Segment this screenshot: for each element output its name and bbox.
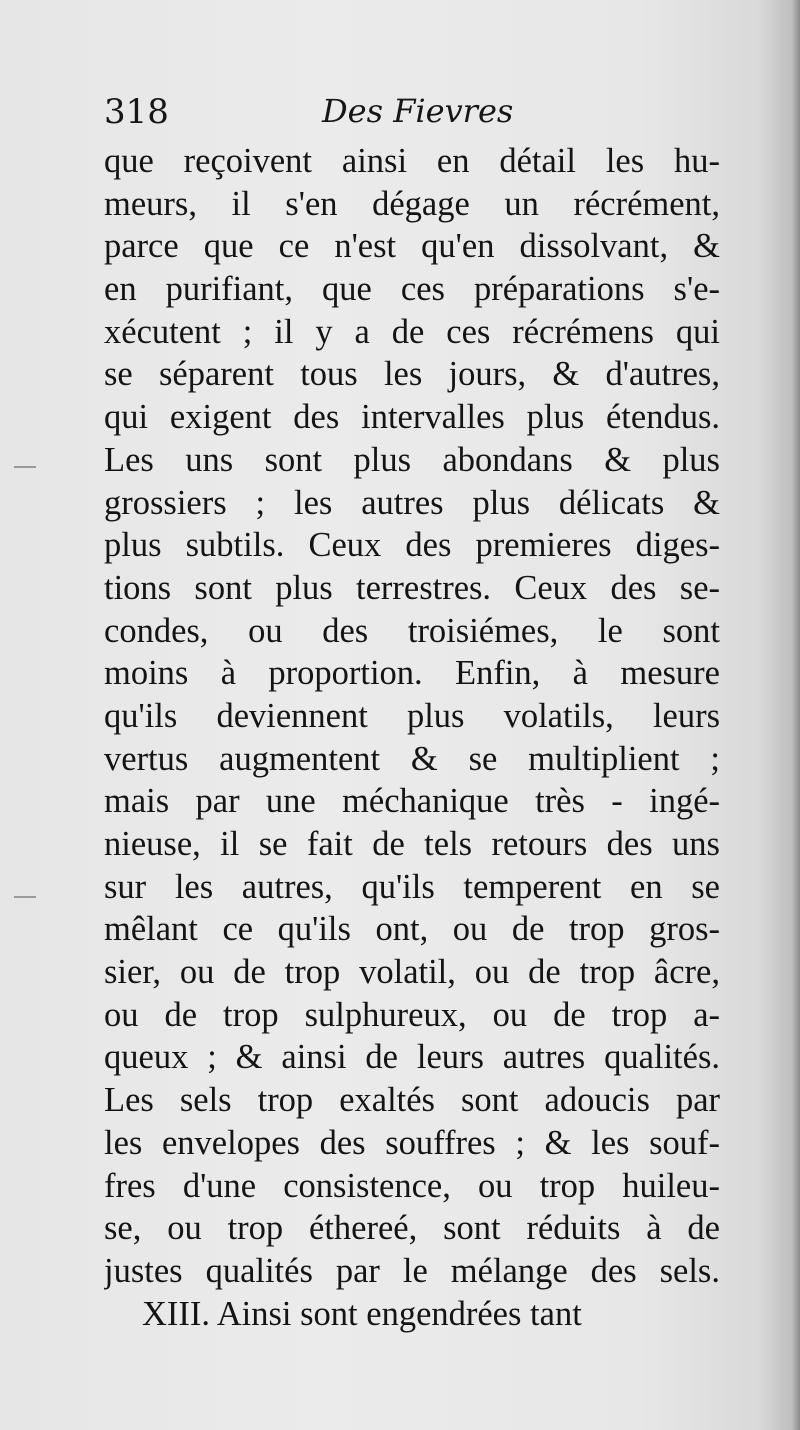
text-line: meurs, il s'en dégage un récrément, [104, 184, 720, 223]
text-line: condes, ou des troisiémes, le sont [104, 611, 720, 650]
text-line: que reçoivent ainsi en détail les hu- [104, 142, 720, 180]
text-line: Les uns sont plus abondans & plus [104, 440, 720, 479]
text-line: plus subtils. Ceux des premieres diges- [104, 526, 720, 565]
text-line: sur les autres, qu'ils temperent en se [104, 867, 720, 906]
text-line: mais par une méchanique très - ingé- [104, 782, 720, 821]
text-line: moins à proportion. Enfin, à mesure [104, 654, 720, 693]
text-line: fres d'une consistence, ou trop huileu- [104, 1166, 720, 1205]
text-line: xécutent ; il y a de ces récrémens qui [104, 312, 720, 351]
text-line: XIII. Ainsi sont engendrées tant [142, 1294, 582, 1333]
text-line: qui exigent des intervalles plus étendus. [104, 398, 720, 437]
margin-mark [14, 896, 36, 898]
text-line: nieuse, il se fait de tels retours des uns [104, 825, 720, 863]
text-line: tions sont plus terrestres. Ceux des se- [104, 568, 720, 607]
margin-mark [14, 466, 36, 468]
page-number: 318 [104, 92, 169, 132]
text-line: les envelopes des souffres ; & les souf- [104, 1123, 720, 1162]
text-line: Les sels trop exaltés sont adoucis par [104, 1081, 720, 1120]
body-text [104, 140, 720, 1335]
running-title: Des Fievres [322, 92, 514, 130]
text-line: se, ou trop éthereé, sont réduits à de [104, 1209, 720, 1248]
text-line: mêlant ce qu'ils ont, ou de trop gros- [104, 910, 720, 949]
text-line: vertus augmentent & se multiplient ; [104, 739, 720, 778]
page-header [104, 92, 724, 142]
text-line: qu'ils deviennent plus volatils, leurs [104, 696, 720, 735]
text-line: parce que ce n'est qu'en dissolvant, & [104, 227, 720, 266]
text-line: sier, ou de trop volatil, ou de trop âcre, [104, 953, 720, 992]
text-line: en purifiant, que ces préparations s'e- [104, 270, 720, 309]
text-line: se séparent tous les jours, & d'autres, [104, 355, 720, 394]
text-line: queux ; & ainsi de leurs autres qualités. [104, 1038, 720, 1077]
text-line: justes qualités par le mélange des sels. [104, 1251, 720, 1290]
text-line: ou de trop sulphureux, ou de trop a- [104, 995, 720, 1034]
text-line: grossiers ; les autres plus délicats & [104, 483, 720, 522]
